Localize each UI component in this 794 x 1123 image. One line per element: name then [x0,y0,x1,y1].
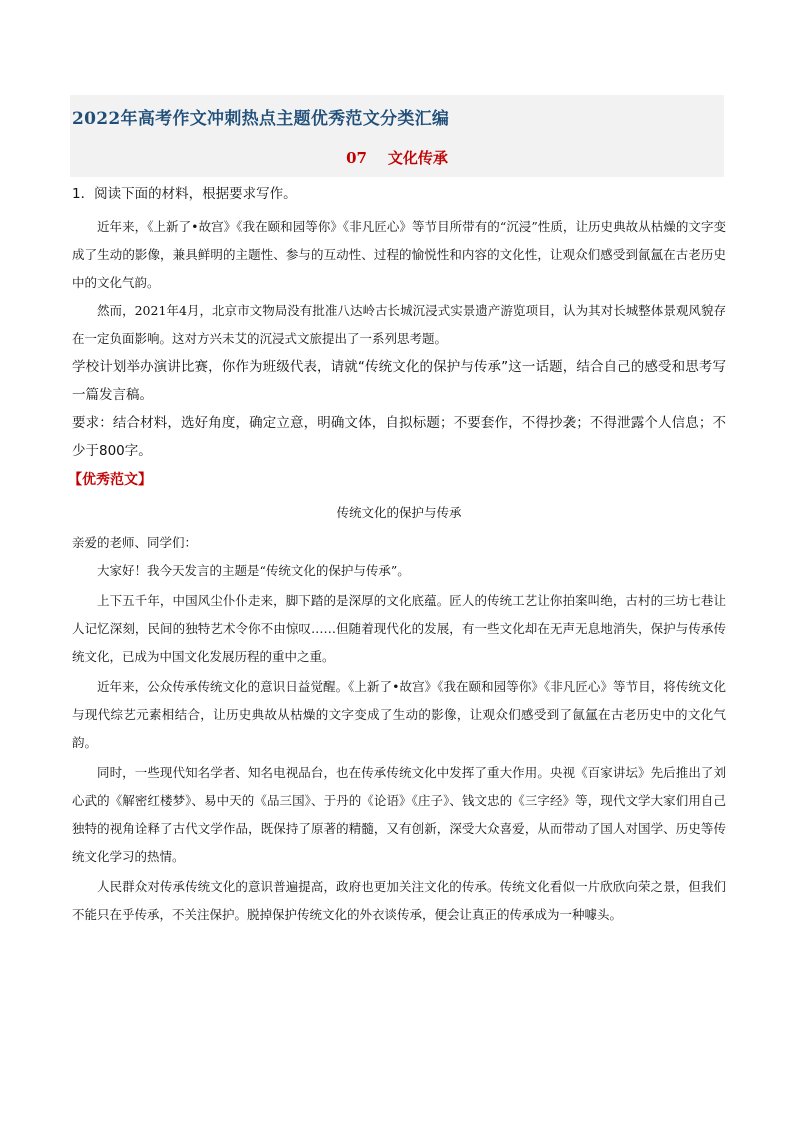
material-paragraph: 然而，2021年4月，北京市文物局没有批准八达岭古长城沉浸式实景遗产游览项目，认为其对长城整体景观风貌存在一定负面影响。这对方兴未艾的沉浸式文旅提出了一系列思考题。 [72,303,726,346]
document-subtitle: 07 文化传承 [346,149,448,167]
task-prompt: 1．阅读下面的材料，根据要求写作。 [72,186,297,202]
essay-salutation: 亲爱的老师、同学们： [72,535,198,550]
material-paragraph: 近年来，《上新了•故宫》《我在颐和园等你》《非凡匠心》等节目所带有的“沉浸”性质，让历史典故从枯燥的文字变成了生动的影像，兼具鲜明的主题性、参与的互动性、过程的愉悦性和内容的文化性，让观众们感受到氤氲在古老历史中的文化气韵。 [72,219,726,290]
essay-paragraph: 上下五千年，中国风尘仆仆走来，脚下踏的是深厚的文化底蕴。匠人的传统工艺让你拍案叫绝，古村的三坊七巷让人记忆深刻，民间的独特艺术令你不由惊叹……但随着现代化的发展，有一些文化却在无声无息地消失，保护与传承传统文化，已成为中国文化发展历程的重中之重。 [72,593,726,664]
essay-paragraph: 近年来，公众传承传统文化的意识日益觉醒。《上新了•故宫》《我在颐和园等你》《非凡匠心》等节目，将传统文化与现代综艺元素相结合，让历史典故从枯燥的文字变成了生动的影像，让观众们感受到了氤氲在古老历史中的文化气韵。 [72,679,726,750]
section-label-sample-essay: 【优秀范文】 [68,472,152,488]
document-title: 2022年高考作文冲刺热点主题优秀范文分类汇编 [72,109,450,129]
task-requirements: 要求：结合材料，选好角度，确定立意，明确文体，自拟标题；不要套作，不得抄袭；不得泄露个人信息；不少于800字。 [72,415,726,459]
task-instruction: 学校计划举办演讲比赛，你作为班级代表，请就“传统文化的保护与传承”这一话题，结合自己的感受和思考写一篇发言稿。 [72,359,726,403]
essay-paragraph: 大家好！我今天发言的主题是“传统文化的保护与传承”。 [97,563,410,578]
essay-paragraph: 人民群众对传承传统文化的意识普遍提高，政府也更加关注文化的传承。传统文化看似一片欣欣向荣之景，但我们不能只在乎传承，不关注保护。脱掉保护传统文化的外衣谈传承，便会让真正的传承成为一种噱头。 [72,879,726,922]
document-body [68,183,726,931]
essay-paragraph: 同时，一些现代知名学者、知名电视品台，也在传承传统文化中发挥了重大作用。央视《百家讲坛》先后推出了刘心武的《解密红楼梦》、易中天的《品三国》、于丹的《论语》《庄子》、钱文忠的《三字经》等，现代文学大家们用自己独特的视角诠释了古代文学作品，既保持了原著的精髓，又有创新，深受大众喜爱，从而带动了国人对国学、历史等传统文化学习的热情。 [72,765,726,864]
essay-title: 传统文化的保护与传承 [336,505,462,520]
